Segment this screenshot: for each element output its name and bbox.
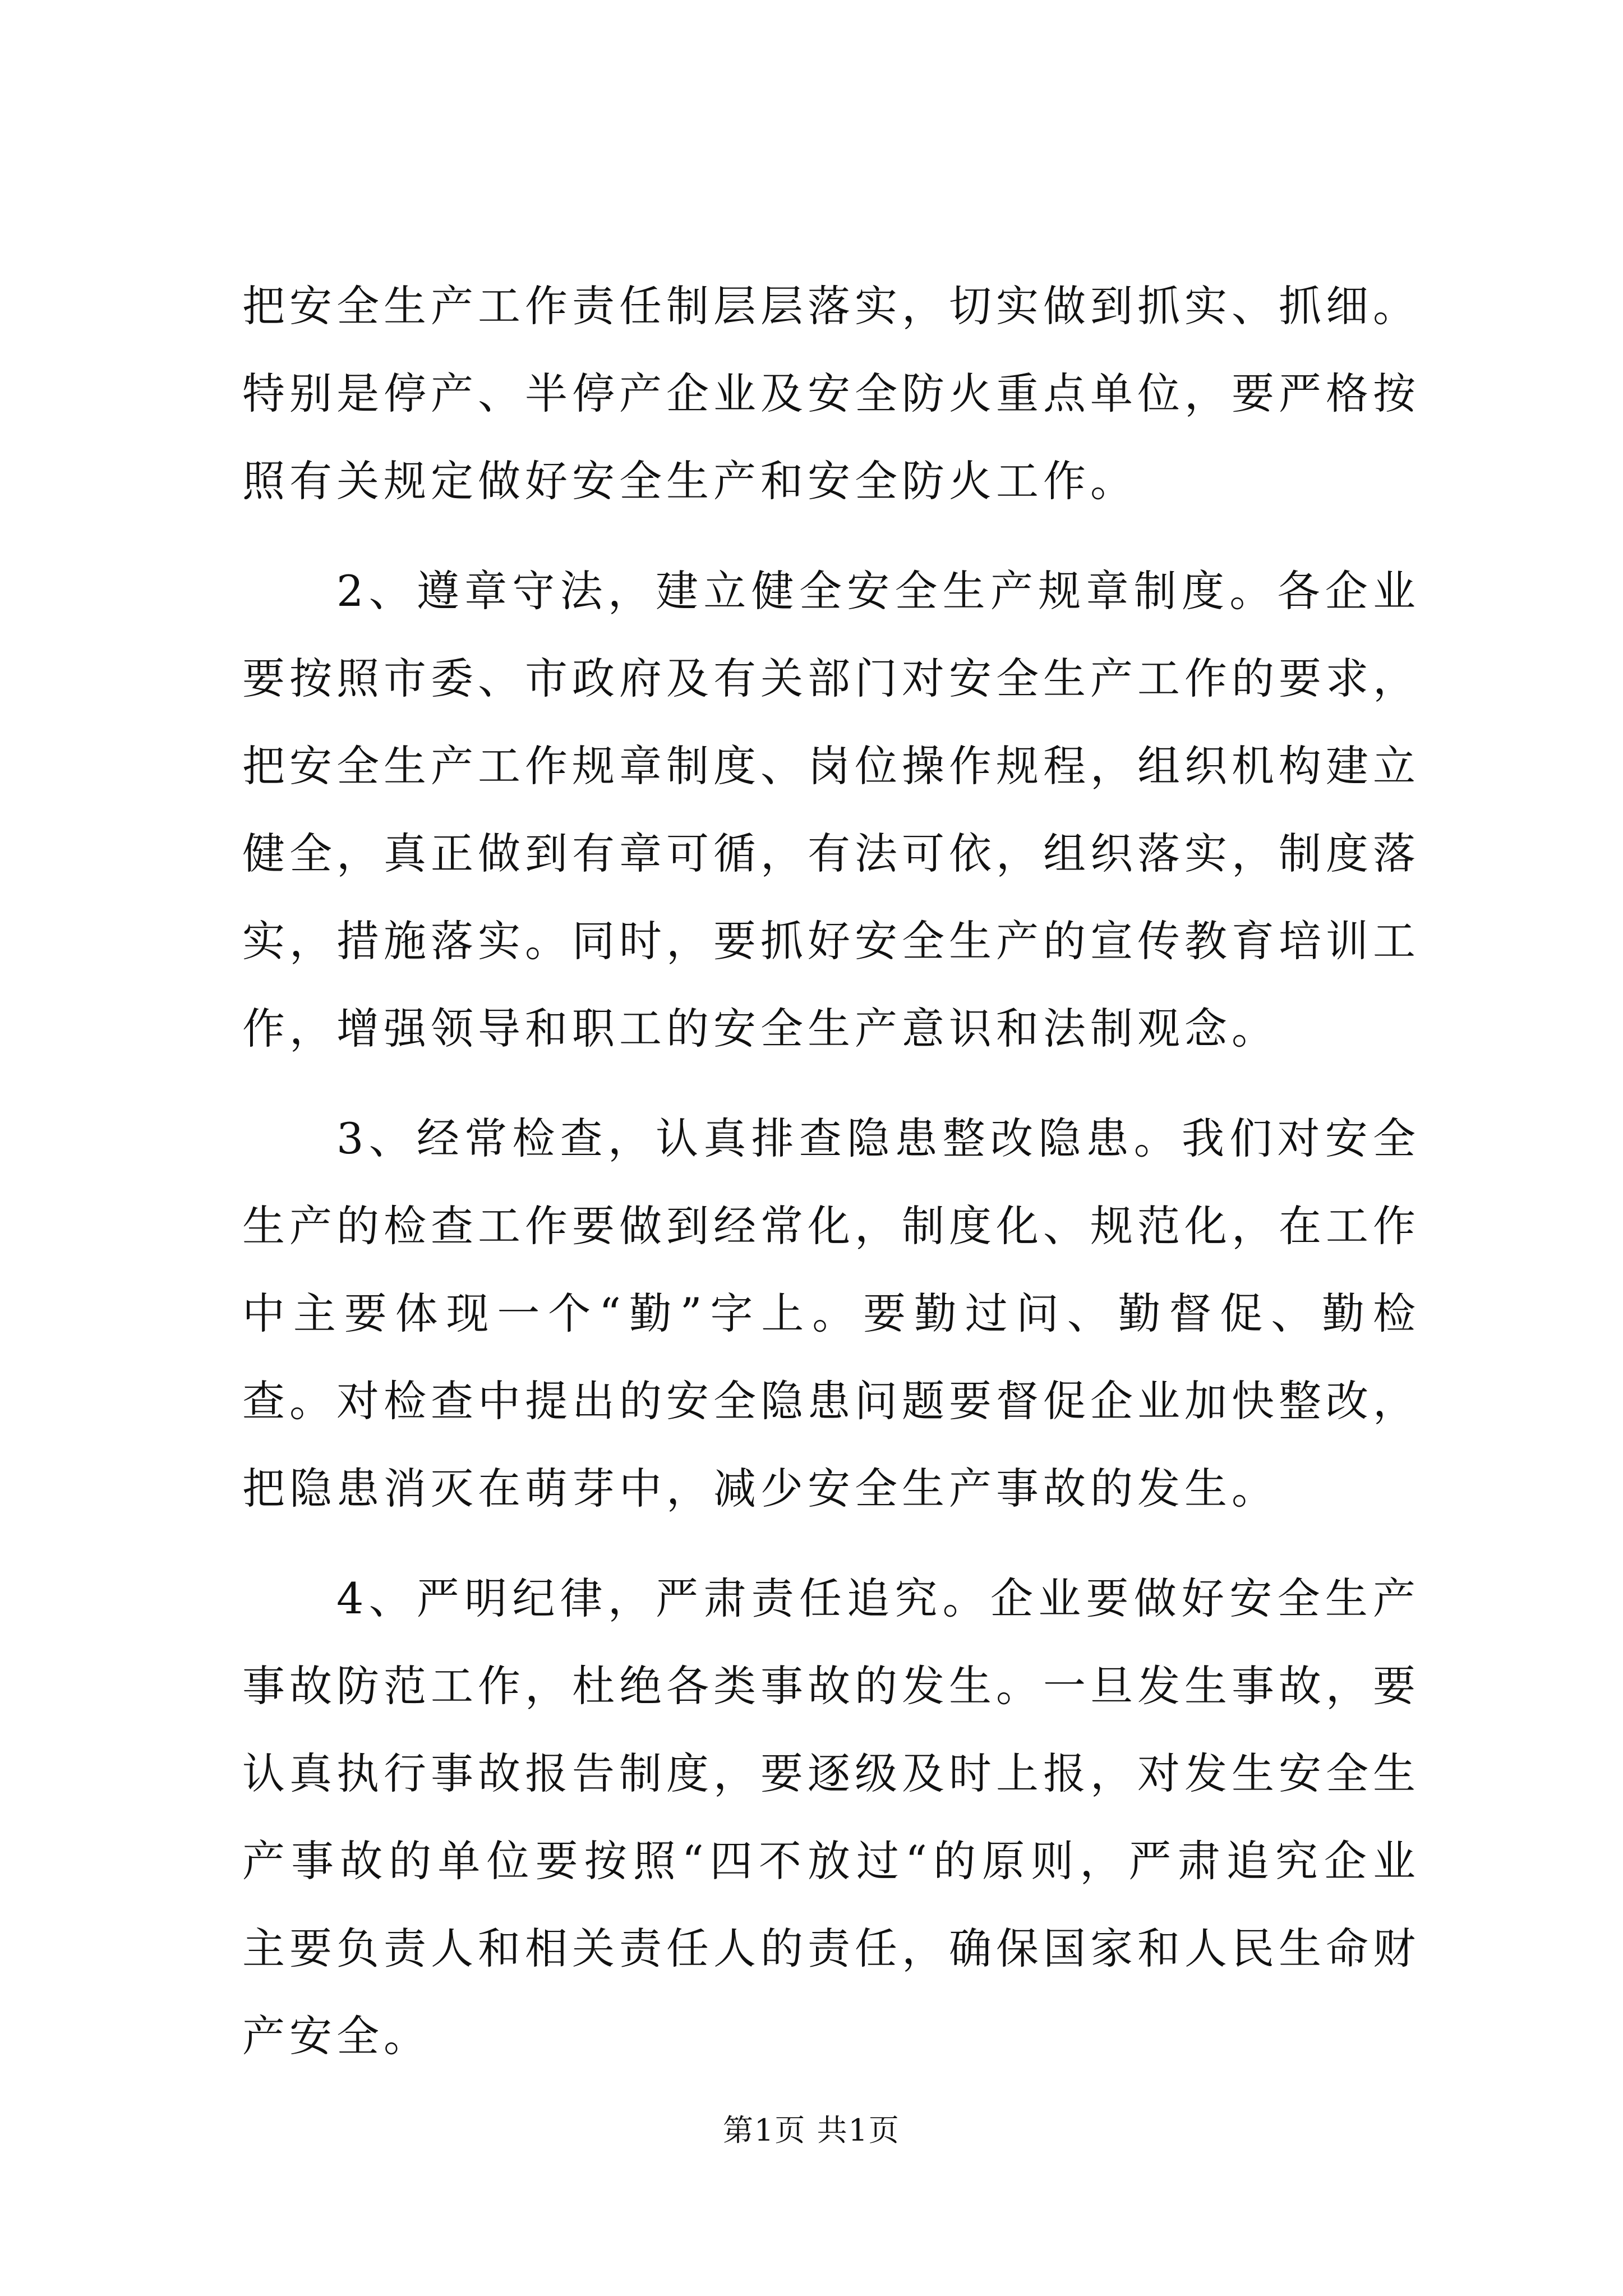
paragraph-continuation: 把安全生产工作责任制层层落实，切实做到抓实、抓细。特别是停产、半停产企业及安全防火重点单位，要严格按照有关规定做好安全生产和安全防火工作。: [242, 281, 1420, 506]
paragraph-item-2: 2、遵章守法，建立健全安全生产规章制度。各企业要按照市委、市政府及有关部门对安全生产工作的要求，把安全生产工作规章制度、岗位操作规程，组织机构建立健全，真正做到有章可循，有法可依，组织落实，制度落实，措施落实。同时，要抓好安全生产的宣传教育培训工作，增强领导和职工的安全生产意识和法制观念。: [242, 566, 1420, 1053]
paragraph-item-3: 3、经常检查，认真排查隐患整改隐患。我们对安全生产的检查工作要做到经常化，制度化、规范化，在工作中主要体现一个“勤”字上。要勤过问、勤督促、勤检查。对检查中提出的安全隐患问题要督促企业加快整改，把隐患消灭在萌芽中，减少安全生产事故的发生。: [242, 1114, 1420, 1513]
document-body: [242, 263, 1420, 2102]
paragraph-item-4: 4、严明纪律，严肃责任追究。企业要做好安全生产事故防范工作，杜绝各类事故的发生。一旦发生事故，要认真执行事故报告制度，要逐级及时上报，对发生安全生产事故的单位要按照“四不放过“的原则，严肃追究企业主要负责人和相关责任人的责任，确保国家和人民生命财产安全。: [242, 1573, 1420, 2061]
page-footer: 第1页 共1页: [723, 2113, 900, 2148]
